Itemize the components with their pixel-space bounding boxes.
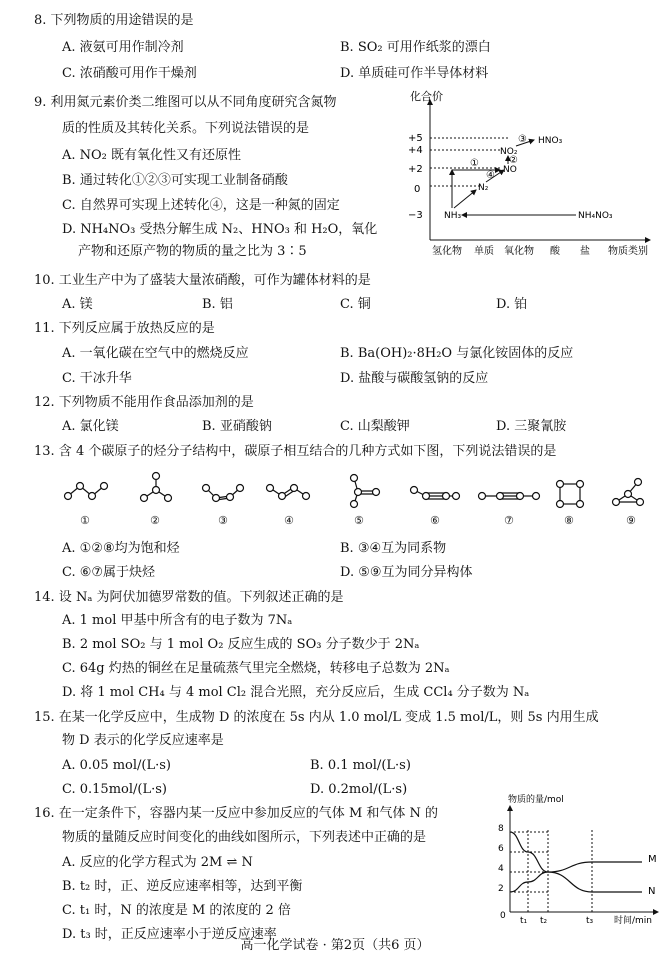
chart-y-tick-2: 2 (498, 884, 504, 894)
skeleton-3 (203, 485, 244, 502)
q16-option-c[interactable]: C. t₁ 时，N 的浓度是 M 的浓度的 2 倍 (62, 903, 291, 918)
q11-option-d[interactable]: D. 盐酸与碳酸氢钠的反应 (340, 371, 489, 386)
nitrogen-x-axis-label: 物质类别 (608, 246, 648, 257)
skeleton-9 (613, 479, 644, 506)
q16-option-a[interactable]: A. 反应的化学方程式为 2M ⇌ N (62, 855, 253, 870)
q11-option-b[interactable]: B. Ba(OH)₂·8H₂O 与氯化铵固体的反应 (340, 346, 574, 361)
y-tick: 0 (414, 184, 421, 195)
q9-option-d-line2: 产物和还原产物的物质的量之比为 3∶5 (78, 244, 307, 259)
category-acid: 酸 (550, 246, 560, 257)
q12-option-b[interactable]: B. 亚硝酸钠 (202, 419, 272, 434)
skeleton-7 (479, 493, 540, 500)
q9-option-a[interactable]: A. NO₂ 既有氧化性又有还原性 (62, 148, 242, 163)
q8-option-c[interactable]: C. 浓硝酸可用作干燥剂 (62, 66, 197, 81)
species-no: NO (503, 165, 517, 175)
q13-option-a[interactable]: A. ①②⑧均为饱和烃 (62, 541, 180, 556)
q10-option-d[interactable]: D. 铂 (496, 297, 528, 312)
species-no2: NO₂ (500, 147, 518, 157)
skeleton-label-8: ⑧ (564, 514, 574, 527)
skeleton-label-7: ⑦ (504, 514, 514, 527)
q10-option-a[interactable]: A. 镁 (62, 297, 93, 312)
species-nh3: NH₃ (444, 211, 462, 221)
species-hno3: HNO₃ (538, 136, 563, 146)
q12-option-c[interactable]: C. 山梨酸钾 (340, 419, 410, 434)
q9-option-b[interactable]: B. 通过转化①②③可实现工业制备硝酸 (62, 173, 288, 188)
y-tick: +4 (408, 145, 423, 156)
skeleton-label-9: ⑨ (626, 514, 636, 527)
skeleton-5 (351, 475, 380, 508)
chart-y-tick-8: 8 (498, 824, 504, 834)
q11-option-c[interactable]: C. 干冰升华 (62, 371, 132, 386)
nitrogen-valence-diagram (400, 90, 662, 260)
q13-stem: 13. 含 4 个碳原子的烃分子结构中，碳原子相互结合的几种方式如下图，下列说法错误的是 (34, 444, 557, 459)
chart-x-tick-t3: t₃ (586, 916, 594, 926)
category-oxide: 氧化物 (504, 246, 534, 257)
q14-option-a[interactable]: A. 1 mol 甲基中所含有的电子数为 7Nₐ (62, 613, 293, 628)
q10-option-b[interactable]: B. 铝 (202, 297, 233, 312)
species-n2: N₂ (478, 183, 489, 193)
q14-stem: 14. 设 Nₐ 为阿伏加德罗常数的值。下列叙述正确的是 (34, 590, 344, 605)
q9-stem-line1: 9. 利用氮元素价类二维图可以从不同角度研究含氮物 (34, 95, 337, 110)
skeleton-label-1: ① (80, 514, 90, 527)
q16-option-d[interactable]: D. t₃ 时，正反应速率小于逆反应速率 (62, 927, 277, 942)
q14-option-b[interactable]: B. 2 mol SO₂ 与 1 mol O₂ 反应生成的 SO₃ 分子数少于 2Nₐ (62, 637, 420, 652)
category-hydride: 氢化物 (432, 246, 462, 257)
q8-option-d[interactable]: D. 单质硅可作半导体材料 (340, 66, 489, 81)
nitrogen-y-axis-label: 化合价 (410, 90, 443, 103)
skeleton-label-2: ② (150, 514, 160, 527)
q13-option-b[interactable]: B. ③④互为同系物 (340, 541, 447, 556)
carbon-skeletons-figure (58, 462, 658, 532)
q9-option-c[interactable]: C. 自然界可实现上述转化④，这是一种氮的固定 (62, 198, 340, 213)
skeleton-2 (141, 473, 172, 502)
skeleton-6 (411, 487, 460, 500)
category-salt: 盐 (580, 246, 590, 257)
q15-stem-line1: 15. 在某一化学反应中，生成物 D 的浓度在 5s 内从 1.0 mol/L 变成 1.5 mol/L，则 5s 内用生成 (34, 710, 599, 725)
mn-amount-chart (492, 790, 664, 930)
y-tick: +2 (408, 164, 423, 175)
q15-option-b[interactable]: B. 0.1 mol/(L·s) (310, 758, 411, 773)
species-nh4no3: NH₄NO₃ (578, 211, 613, 221)
skeleton-1 (65, 483, 108, 500)
skeleton-label-6: ⑥ (430, 514, 440, 527)
q13-option-d[interactable]: D. ⑤⑨互为同分异构体 (340, 565, 473, 580)
series-n-label: N (648, 886, 656, 897)
step-1-label: ① (470, 158, 479, 169)
chart-y-tick-6: 6 (498, 844, 504, 854)
q10-stem: 10. 工业生产中为了盛装大量浓硝酸，可作为罐体材料的是 (34, 273, 371, 288)
q9-option-d-line1[interactable]: D. NH₄NO₃ 受热分解生成 N₂、HNO₃ 和 H₂O，氧化 (62, 222, 378, 237)
skeleton-4 (267, 485, 310, 500)
q14-option-d[interactable]: D. 将 1 mol CH₄ 与 4 mol Cl₂ 混合光照，充分反应后，生成 CCl₄ 分子数为 Nₐ (62, 685, 530, 700)
q13-option-c[interactable]: C. ⑥⑦属于炔烃 (62, 565, 156, 580)
q11-stem: 11. 下列反应属于放热反应的是 (34, 321, 215, 336)
series-m-label: M (648, 854, 657, 865)
skeleton-label-3: ③ (218, 514, 228, 527)
q16-stem-line1: 16. 在一定条件下，容器内某一反应中参加反应的气体 M 和气体 N 的 (34, 806, 439, 821)
q12-option-d[interactable]: D. 三聚氰胺 (496, 419, 567, 434)
q10-option-c[interactable]: C. 铜 (340, 297, 371, 312)
chart-y-axis-label: 物质的量/mol (508, 795, 564, 805)
q14-option-c[interactable]: C. 64g 灼热的铜丝在足量硫蒸气里完全燃烧，转移电子总数为 2Nₐ (62, 661, 450, 676)
q9-stem-line2: 质的性质及其转化关系。下列说法错误的是 (62, 121, 310, 136)
q8-stem: 8. 下列物质的用途错误的是 (34, 13, 194, 28)
step-4-label: ④ (486, 170, 495, 181)
chart-x-tick-t2: t₂ (540, 916, 548, 926)
q15-option-c[interactable]: C. 0.15mol/(L·s) (62, 782, 167, 797)
chart-y-tick-4: 4 (498, 864, 504, 874)
chart-origin-label: 0 (500, 911, 506, 921)
skeleton-label-4: ④ (284, 514, 294, 527)
q15-option-d[interactable]: D. 0.2mol/(L·s) (310, 782, 408, 797)
q12-option-a[interactable]: A. 氯化镁 (62, 419, 119, 434)
step-2-label: ② (509, 155, 518, 166)
chart-x-axis-label: 时间/min (614, 916, 653, 926)
q12-stem: 12. 下列物质不能用作食品添加剂的是 (34, 395, 254, 410)
page-footer: 高一化学试卷 · 第2页（共6 页） (240, 938, 430, 953)
category-element: 单质 (474, 246, 494, 257)
q8-option-a[interactable]: A. 液氨可用作制冷剂 (62, 40, 184, 55)
q16-option-b[interactable]: B. t₂ 时，正、逆反应速率相等，达到平衡 (62, 879, 303, 894)
y-tick: −3 (408, 210, 423, 221)
chart-x-tick-t1: t₁ (520, 916, 528, 926)
q11-option-a[interactable]: A. 一氧化碳在空气中的燃烧反应 (62, 346, 249, 361)
skeleton-label-5: ⑤ (354, 514, 364, 527)
q15-option-a[interactable]: A. 0.05 mol/(L·s) (62, 758, 172, 773)
skeleton-8 (557, 481, 584, 508)
y-tick: +5 (408, 133, 423, 144)
q16-stem-line2: 物质的量随反应时间变化的曲线如图所示，下列表述中正确的是 (62, 830, 427, 845)
q15-stem-line2: 物 D 表示的化学反应速率是 (62, 733, 224, 748)
step-3-label: ③ (518, 134, 527, 145)
q8-option-b[interactable]: B. SO₂ 可用作纸浆的漂白 (340, 40, 491, 55)
